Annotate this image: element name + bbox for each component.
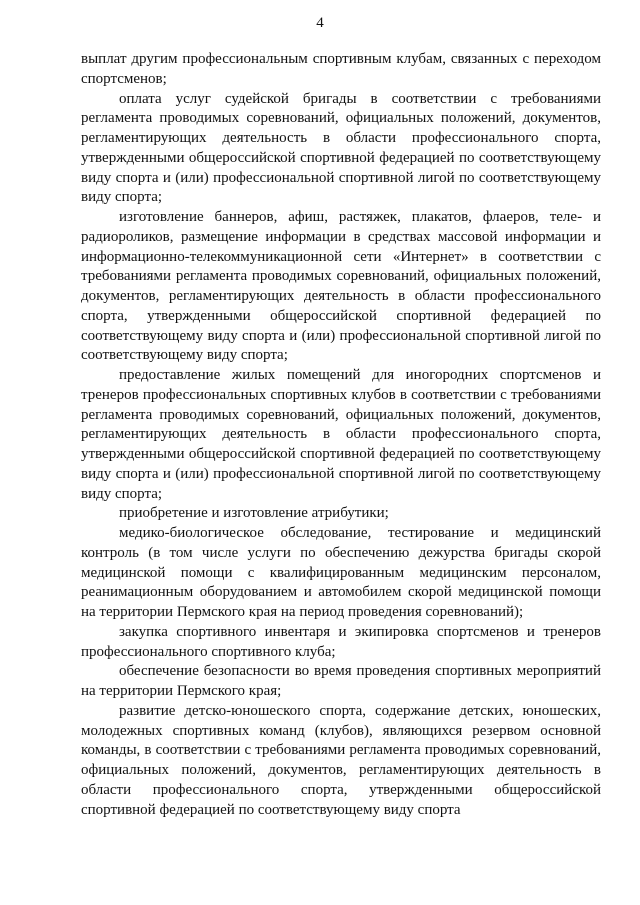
page-number: 4 <box>316 15 324 31</box>
paragraph-9: развитие детско-юношеского спорта, содержание детских, юношеских, молодежных спортивных команд (клубов), являющихся резервом основной команды, в соответствии с требованиями регламента проводимых соревнований, официальных положений, документов, регламентирующих деятельность в области профессионального спорта, утвержденными общероссийской спортивной федерацией по соответствующему виду спорта <box>81 702 601 818</box>
paragraph-2: оплата услуг судейской бригады в соответствии с требованиями регламента проводимых соревнований, официальных положений, документов, регламентирующих деятельность в области профессионального спорта, утвержденными общероссийской спортивной федерацией по соответствующему виду спорта и (или) профессиональной спортивной лигой по соответствующему виду спорта; <box>81 90 601 206</box>
paragraph-7: закупка спортивного инвентаря и экипировка спортсменов и тренеров профессионального спортивного клуба; <box>81 623 601 660</box>
paragraph-4: предоставление жилых помещений для иногородних спортсменов и тренеров профессиональных спортивных клубов в соответствии с требованиями регламента проводимых соревнований, официальных положений, документов, регламентирующих деятельность в области профессионального спорта, утвержденными общероссийской спортивной федерацией по соответствующему виду спорта и (или) профессиональной спортивной лигой по соответствующему виду спорта; <box>81 367 601 502</box>
paragraph-8: обеспечение безопасности во время проведения спортивных мероприятий на территории Пермского края; <box>81 663 601 699</box>
paragraph-1: выплат другим профессиональным спортивным клубам, связанных с переходом спортсменов; <box>81 51 601 87</box>
document-body <box>81 50 601 820</box>
paragraph-5: приобретение и изготовление атрибутики; <box>119 505 389 522</box>
paragraph-6: медико-биологическое обследование, тестирование и медицинский контроль (в том числе услуги по обеспечению дежурства бригады скорой медицинской помощи с квалифицированным медицинским персоналом, реанимационным оборудованием и автомобилем скорой медицинской помощи на территории Пермского края на период проведения соревнований); <box>81 525 601 620</box>
paragraph-3: изготовление баннеров, афиш, растяжек, плакатов, флаеров, теле- и радиороликов, размещение информации в средствах массовой информации и информационно-телекоммуникационной сети «Интернет» в соответствии с требованиями регламента проводимых соревнований, официальных положений, документов, регламентирующих деятельность в области профессионального спорта, утвержденными общероссийской спортивной федерацией по соответствующему виду спорта и (или) профессиональной спортивной лигой по соответствующему виду спорта; <box>81 209 601 364</box>
